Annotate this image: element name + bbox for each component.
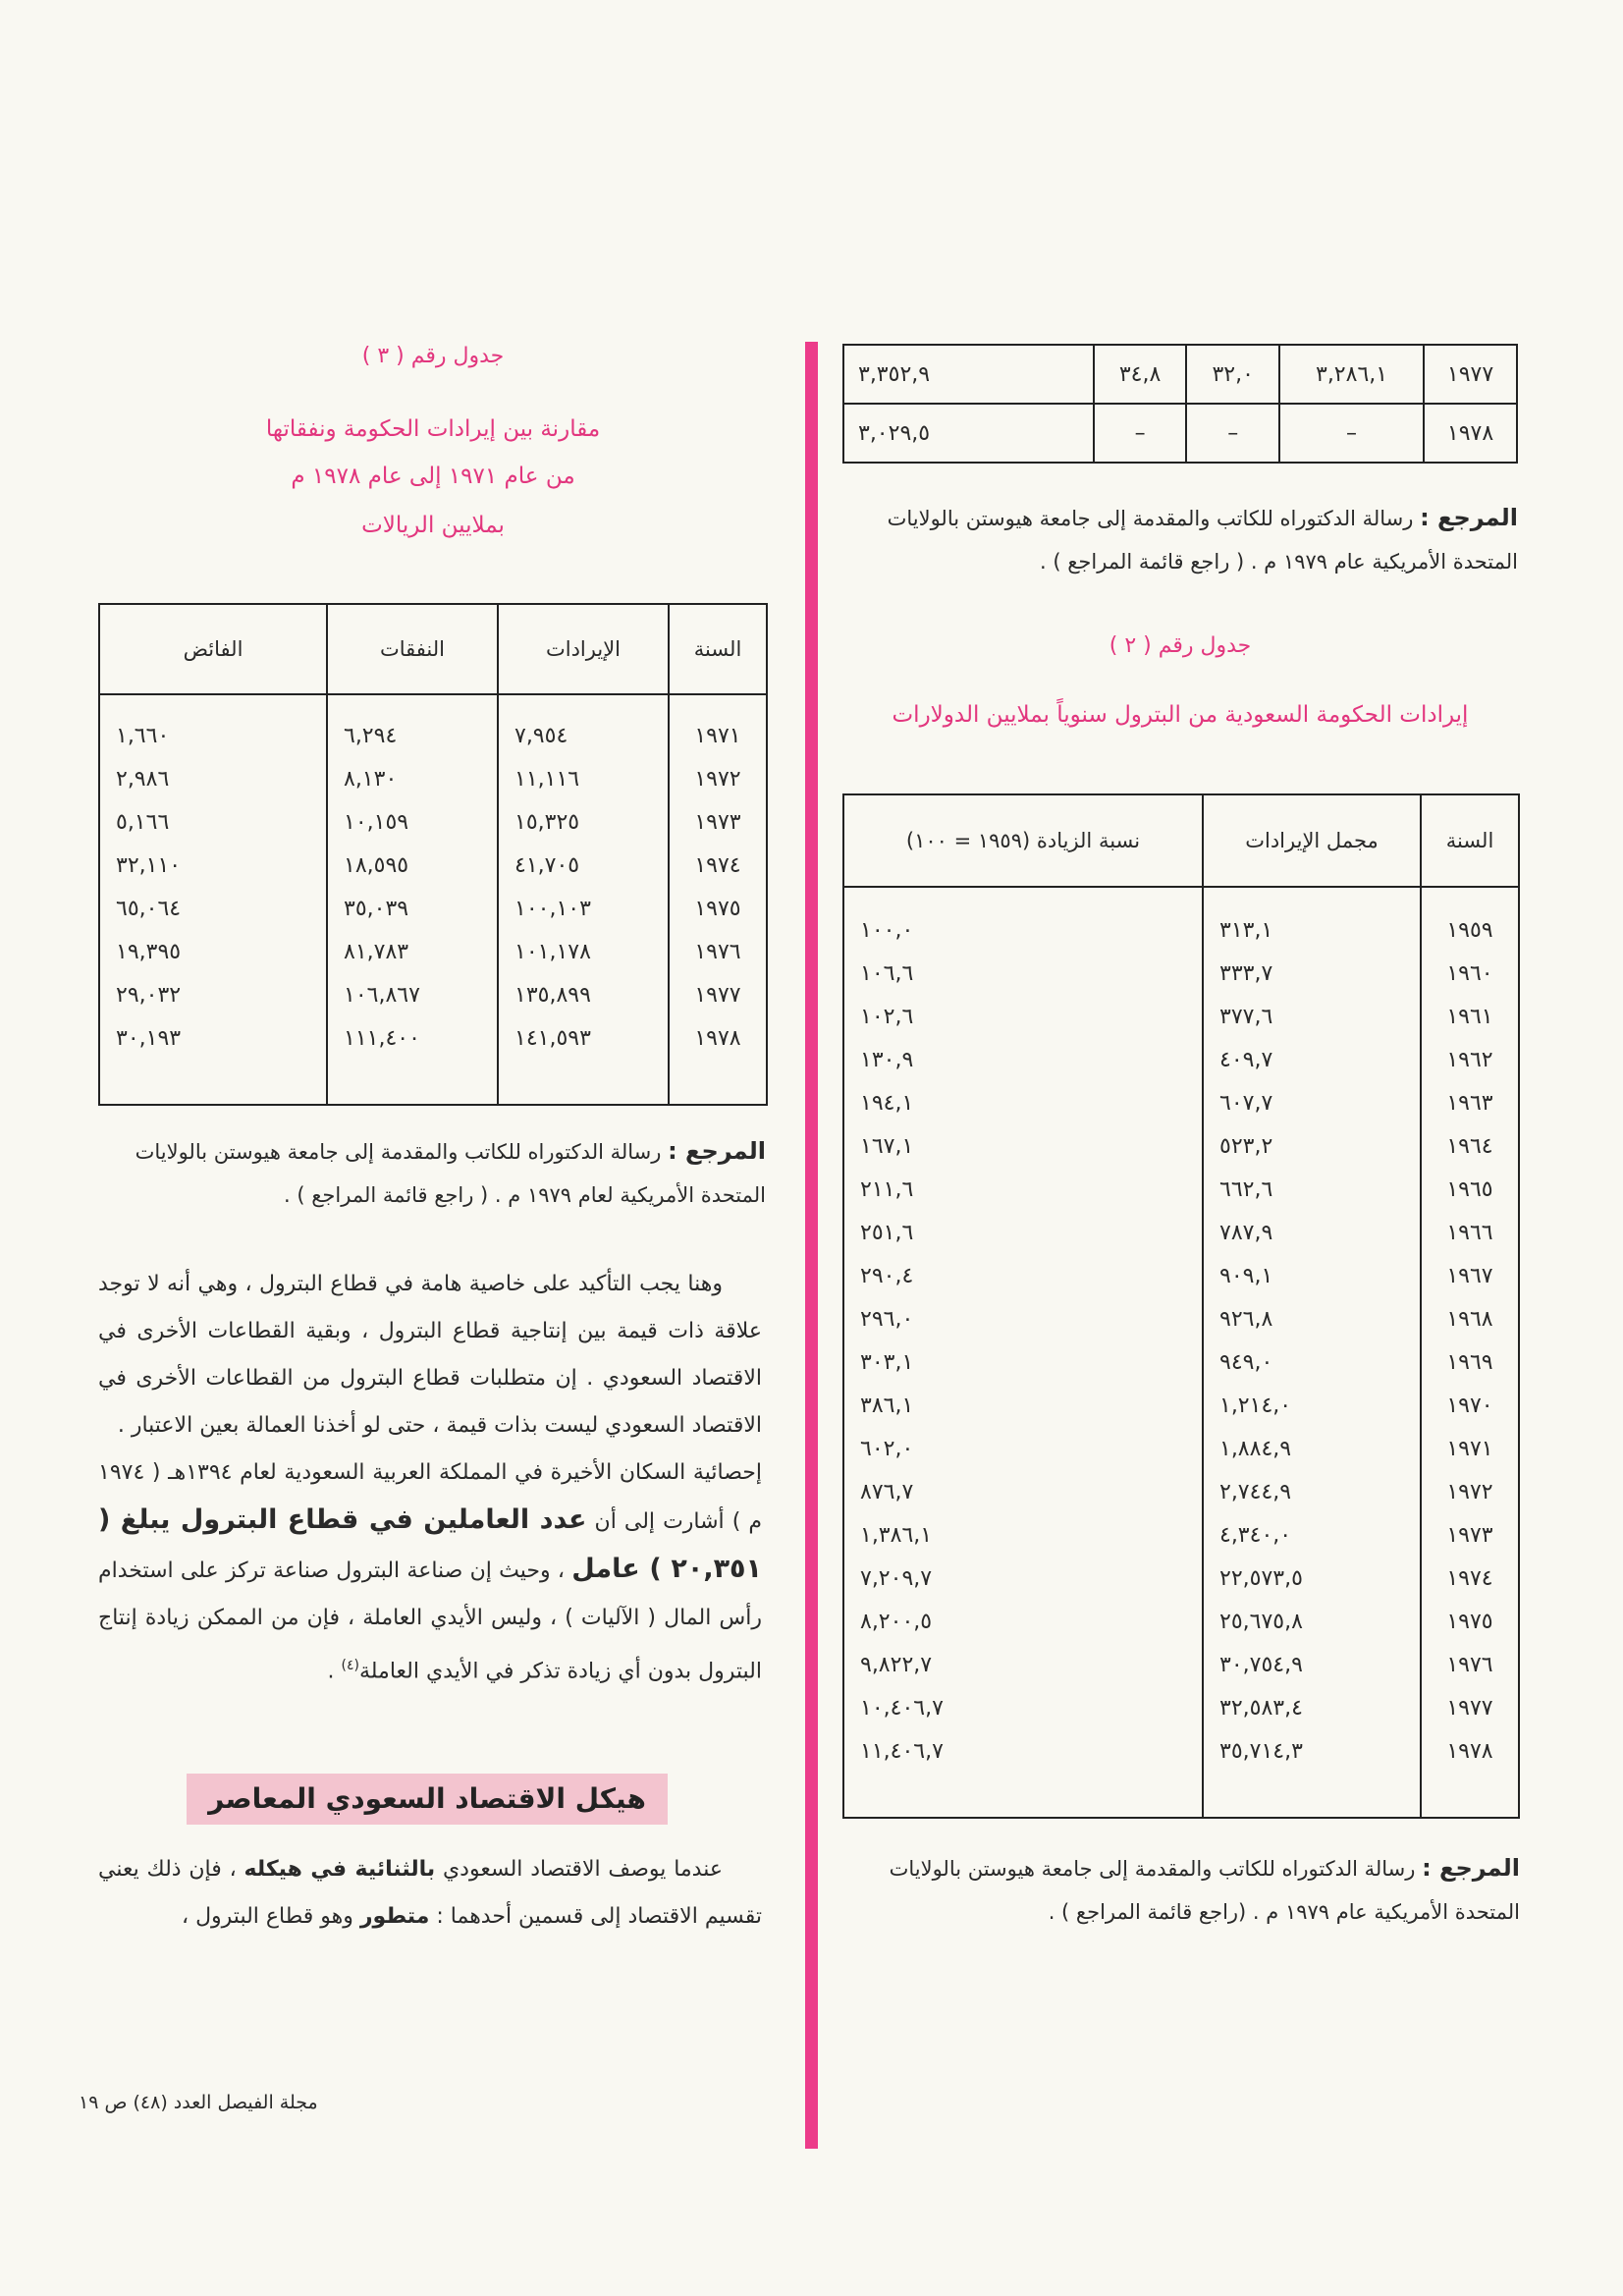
- table3-cell: ٤١,٧٠٥: [498, 845, 669, 888]
- table2-cell: ٥٢٣,٢: [1203, 1125, 1421, 1169]
- table3-cell: ١٣٥,٨٩٩: [498, 974, 669, 1017]
- table2-cell: ٩٤٩,٠: [1203, 1341, 1421, 1385]
- paragraph-2-bold: عدد العاملين في قطاع البترول يبلغ ( ٢٠,٣٥١ ) عامل: [98, 1504, 763, 1584]
- section-title: هيكل الاقتصاد السعودي المعاصر: [187, 1774, 668, 1825]
- reference-note-3: [98, 1129, 766, 1217]
- column-divider: [805, 342, 818, 2149]
- paragraph-3-bold-1: بالثنائية في هيكله: [243, 1857, 436, 1882]
- table3-cell: ١٤١,٥٩٣: [498, 1017, 669, 1061]
- table2-row: [843, 1169, 1519, 1212]
- table2-cell: ١٩٧٦: [1421, 1644, 1519, 1687]
- table-continued-cell: –: [1279, 404, 1424, 463]
- table3-cell: ٥,١٦٦: [116, 810, 170, 835]
- table3-cell: ٢,٩٨٦: [116, 767, 170, 792]
- table2-row: [843, 1341, 1519, 1385]
- table2-cell: ١٩٧٥: [1421, 1601, 1519, 1644]
- table2-cell: ٨٧٦,٧: [860, 1480, 914, 1504]
- table2-cell: ١,٨٨٤,٩: [1203, 1428, 1421, 1471]
- table2: [842, 793, 1520, 1819]
- table-continued-cell: –: [1094, 404, 1187, 463]
- table2-cell: ١٣٠,٩: [860, 1048, 914, 1072]
- table3-cell: ٦٥,٠٦٤: [116, 897, 182, 921]
- table3-cell: ٦,٢٩٤: [327, 694, 498, 758]
- reference-note-1: [842, 496, 1518, 583]
- table2-row: [843, 996, 1519, 1039]
- table2-cell: ١,٢١٤,٠: [1203, 1385, 1421, 1428]
- table3-cell: ٧,٩٥٤: [498, 694, 669, 758]
- table2-row: [843, 1039, 1519, 1082]
- table2-cell: ٢,٧٤٤,٩: [1203, 1471, 1421, 1514]
- reference-note-2: [842, 1846, 1520, 1934]
- table2-cell: ١٠٢,٦: [860, 1005, 914, 1029]
- table3-caption: جدول رقم ( ٣ ): [361, 344, 505, 368]
- reference-text: رسالة الدكتوراه للكاتب والمقدمة إلى جامعة هيوستن بالولايات المتحدة الأمريكية عام ١٩٧٩ م . (راجع قائمة المراجع ) .: [889, 1857, 1520, 1924]
- article-body: [98, 1261, 762, 1695]
- table2-cell: ٢٩٠,٤: [860, 1264, 914, 1288]
- table2-cell: ١٩٦٢: [1421, 1039, 1519, 1082]
- table3-cell: ٣٢,١١٠: [116, 853, 182, 878]
- table2-cell: ٣٣٣,٧: [1203, 953, 1421, 996]
- table3-cell: ١١,١١٦: [498, 758, 669, 801]
- table2-row: [843, 1730, 1519, 1774]
- reference-label: المرجع :: [1420, 504, 1518, 531]
- table2-row: [843, 1298, 1519, 1341]
- table2-cell: ١٩٦٣: [1421, 1082, 1519, 1125]
- table-continued: [842, 344, 1518, 464]
- table2-cell: ٧٨٧,٩: [1203, 1212, 1421, 1255]
- table-continued-cell: ٣,٠٢٩,٥: [843, 404, 1094, 463]
- table3-cell: ١٩٧٨: [669, 1017, 767, 1061]
- table2-cell: ١٩٧٨: [1421, 1730, 1519, 1774]
- paragraph-2-text-b: ، وحيث إن صناعة البترول صناعة تركز على استخدام رأس المال ( الآليات ) ، وليس الأيدي العاملة ، فإن من الممكن زيادة إنتاج البترول بدون أي زيادة تذكر في الأيدي العاملة: [98, 1558, 762, 1684]
- table3-cell: ١٩٧١: [669, 694, 767, 758]
- table-continued-row: [843, 345, 1517, 404]
- table2-cell: ٦٠٧,٧: [1203, 1082, 1421, 1125]
- reference-label: المرجع :: [668, 1137, 766, 1165]
- table2-cell: ١٩٦٥: [1421, 1169, 1519, 1212]
- table3-cell: ١٨,٥٩٥: [327, 845, 498, 888]
- table2-cell: ١٩٦٤: [1421, 1125, 1519, 1169]
- table3-cell: ١٠٦,٨٦٧: [327, 974, 498, 1017]
- table3-cell: ١٩٧٣: [669, 801, 767, 845]
- table3-header-revenue: الإيرادات: [498, 604, 669, 694]
- table-continued-cell: ١٩٧٨: [1424, 404, 1517, 463]
- table2-cell: ١٩٥٩: [1421, 887, 1519, 953]
- table2-cell: ١٩٧٤: [1421, 1558, 1519, 1601]
- table2-cell: ٢٢,٥٧٣,٥: [1203, 1558, 1421, 1601]
- table2-cell: ١٩٧٠: [1421, 1385, 1519, 1428]
- table2-cell: ٢٥١,٦: [860, 1221, 914, 1245]
- table2-cell: ١٩٦١: [1421, 996, 1519, 1039]
- table3-header-year: السنة: [669, 604, 767, 694]
- table2-cell: ١٠٠,٠: [860, 918, 914, 943]
- table2-header-revenue: مجمل الإيرادات: [1203, 794, 1421, 887]
- table2-cell: ١٩٧٣: [1421, 1514, 1519, 1558]
- table2-cell: ١٩٧٢: [1421, 1471, 1519, 1514]
- table2-cell: ٣٥,٧١٤,٣: [1203, 1730, 1421, 1774]
- table-continued-cell: ٣,٣٥٢,٩: [843, 345, 1094, 404]
- table2-cell: ٧,٢٠٩,٧: [860, 1566, 933, 1591]
- table3-row: [99, 974, 767, 1017]
- table3-spacer: [99, 1061, 767, 1105]
- table3-row: [99, 758, 767, 801]
- table2-row: [843, 1644, 1519, 1687]
- table-continued-cell: –: [1186, 404, 1279, 463]
- table3-row: [99, 845, 767, 888]
- paragraph-2-text-a: إحصائية السكان الأخيرة في المملكة العربية السعودية لعام ١٣٩٤هـ ( ١٩٧٤ م ) أشارت إلى أن: [98, 1460, 762, 1534]
- table2-row: [843, 1212, 1519, 1255]
- table3-cell: ٨١,٧٨٣: [327, 931, 498, 974]
- paragraph-3: [98, 1846, 762, 1941]
- table2-cell: ٣٠,٧٥٤,٩: [1203, 1644, 1421, 1687]
- paragraph-1: وهنا يجب التأكيد على خاصية هامة في قطاع البترول ، وهي أنه لا توجد علاقة ذات قيمة بين إنتاجية قطاع البترول ، وبقية القطاعات الأخرى في الاقتصاد السعودي . إن متطلبات قطاع البترول من القطاعات الأخرى في الاقتصاد السعودي ليست بذات قيمة ، حتى لو أخذنا العمالة بعين الاعتبار .: [98, 1272, 762, 1438]
- table3-cell: ١٠٠,١٠٣: [498, 888, 669, 931]
- table2-cell: ١٩٦٩: [1421, 1341, 1519, 1385]
- table2-title: إيرادات الحكومة السعودية من البترول سنوياً بملايين الدولارات: [892, 702, 1469, 728]
- table2-cell: ١٦٧,١: [860, 1134, 914, 1159]
- table2-cell: ٤,٣٤٠,٠: [1203, 1514, 1421, 1558]
- paragraph-3-text-c: وهو قطاع البترول ،: [181, 1904, 353, 1929]
- table2-cell: ١٩٦٧: [1421, 1255, 1519, 1298]
- table3-row: [99, 801, 767, 845]
- table-continued-cell: ٣٢,٠: [1186, 345, 1279, 404]
- table3-row: [99, 931, 767, 974]
- reference-label: المرجع :: [1422, 1854, 1520, 1882]
- table3: [98, 603, 768, 1106]
- footnote-ref: (٤): [341, 1658, 359, 1673]
- table2-header-increase: نسبة الزيادة (١٩٥٩ = ١٠٠): [843, 794, 1203, 887]
- table3-cell: ١٩,٣٩٥: [116, 940, 182, 964]
- table2-row: [843, 1428, 1519, 1471]
- table-continued-cell: ١٩٧٧: [1424, 345, 1517, 404]
- table3-row: [99, 694, 767, 758]
- table2-cell: ٩٢٦,٨: [1203, 1298, 1421, 1341]
- table2-cell: ٣٧٧,٦: [1203, 996, 1421, 1039]
- table2-cell: ٣٢,٥٨٣,٤: [1203, 1687, 1421, 1730]
- paragraph-3-bold-2: متطور: [359, 1904, 430, 1929]
- table2-cell: ٨,٢٠٠,٥: [860, 1610, 933, 1634]
- reference-text: رسالة الدكتوراه للكاتب والمقدمة إلى جامعة هيوستن بالولايات المتحدة الأمريكية عام ١٩٧٩ م . ( راجع قائمة المراجع ) .: [887, 507, 1518, 574]
- table3-header-surplus: الفائض: [99, 604, 327, 694]
- table2-cell: ٦٦٢,٦: [1203, 1169, 1421, 1212]
- table2-row: [843, 887, 1519, 953]
- table3-row: [99, 888, 767, 931]
- table2-cell: ٢١١,٦: [860, 1177, 914, 1202]
- table-continued-cell: ٣,٢٨٦,١: [1279, 345, 1424, 404]
- table2-cell: ٢٥,٦٧٥,٨: [1203, 1601, 1421, 1644]
- table2-header-year: السنة: [1421, 794, 1519, 887]
- table3-title-line2: من عام ١٩٧١ إلى عام ١٩٧٨ م: [291, 464, 575, 489]
- paragraph-2: إحصائية السكان الأخيرة في المملكة العربية السعودية لعام ١٣٩٤هـ ( ١٩٧٤ م ) أشارت إلى أن عدد العاملين في قطاع البترول يبلغ ( ٢٠,٣٥١ ) عامل ، وحيث إن صناعة البترول صناعة تركز على استخدام رأس المال ( الآليات ) ، وليس الأيدي العاملة ، فإن من الممكن زيادة إنتاج البترول بدون أي زيادة تذكر في الأيدي العاملة$^{(٤)}$ .: [98, 1460, 763, 1684]
- table2-cell: ٣٠٣,١: [860, 1350, 914, 1375]
- table3-title-line3: بملايين الريالات: [361, 513, 505, 538]
- table2-row: [843, 1255, 1519, 1298]
- table2-row: [843, 1601, 1519, 1644]
- table3-cell: ١٩٧٤: [669, 845, 767, 888]
- table2-row: [843, 1082, 1519, 1125]
- table2-cell: ١٩٦٦: [1421, 1212, 1519, 1255]
- table3-cell: ٣٠,١٩٣: [116, 1026, 182, 1051]
- table2-row: [843, 1514, 1519, 1558]
- table2-cell: ٩,٨٢٢,٧: [860, 1653, 933, 1677]
- table2-cell: ١٩٤,١: [860, 1091, 914, 1116]
- table2-cell: ١١,٤٠٦,٧: [860, 1739, 944, 1764]
- table3-cell: ١,٦٦٠: [116, 724, 170, 748]
- table2-row: [843, 1558, 1519, 1601]
- table3-cell: ١٥,٣٢٥: [498, 801, 669, 845]
- table3-cell: ١٩٧٧: [669, 974, 767, 1017]
- table2-row: [843, 1687, 1519, 1730]
- paragraph-3-text-b: ، فإن ذلك يعني تقسيم الاقتصاد إلى قسمين أحدهما :: [98, 1857, 762, 1929]
- table2-row: [843, 953, 1519, 996]
- paragraph-3-text-a: عندما يوصف الاقتصاد السعودي: [442, 1857, 723, 1882]
- table2-cell: ٤٠٩,٧: [1203, 1039, 1421, 1082]
- table2-row: [843, 1471, 1519, 1514]
- table3-row: [99, 1017, 767, 1061]
- table3-cell: ١٩٧٥: [669, 888, 767, 931]
- table3-cell: ١٩٧٦: [669, 931, 767, 974]
- table3-cell: ١٠١,١٧٨: [498, 931, 669, 974]
- page-footer: مجلة الفيصل العدد (٤٨) ص ١٩: [79, 2092, 318, 2113]
- table3-cell: ١٩٧٢: [669, 758, 767, 801]
- table2-cell: ١,٣٨٦,١: [860, 1523, 933, 1548]
- table3-cell: ١١١,٤٠٠: [327, 1017, 498, 1061]
- table2-row: [843, 1125, 1519, 1169]
- reference-text: رسالة الدكتوراه للكاتب والمقدمة إلى جامعة هيوستن بالولايات المتحدة الأمريكية لعام ١٩٧٩ م . ( راجع قائمة المراجع ) .: [135, 1140, 766, 1207]
- table-continued-cell: ٣٤,٨: [1094, 345, 1187, 404]
- table3-title-line1: مقارنة بين إيرادات الحكومة ونفقاتها: [265, 416, 601, 442]
- table3-header-expenses: النفقات: [327, 604, 498, 694]
- table2-cell: ١٩٧١: [1421, 1428, 1519, 1471]
- table2-caption: جدول رقم ( ٢ ): [1109, 633, 1252, 658]
- table2-cell: ٣٨٦,١: [860, 1394, 914, 1418]
- table-continued-row: [843, 404, 1517, 463]
- table2-cell: ٦٠٢,٠: [860, 1437, 914, 1461]
- table2-cell: ١٩٦٠: [1421, 953, 1519, 996]
- table3-cell: ٨,١٣٠: [327, 758, 498, 801]
- table2-cell: ٢٩٦,٠: [860, 1307, 914, 1332]
- table3-cell: ١٠,١٥٩: [327, 801, 498, 845]
- table2-cell: ١٩٦٨: [1421, 1298, 1519, 1341]
- table2-cell: ١٠,٤٠٦,٧: [860, 1696, 944, 1721]
- article-body-2: [98, 1846, 762, 1941]
- table2-cell: ١٠٦,٦: [860, 961, 914, 986]
- table2-cell: ٩٠٩,١: [1203, 1255, 1421, 1298]
- table3-cell: ٣٥,٠٣٩: [327, 888, 498, 931]
- table2-row: [843, 1385, 1519, 1428]
- table2-cell: ١٩٧٧: [1421, 1687, 1519, 1730]
- table3-cell: ٢٩,٠٣٢: [116, 983, 182, 1008]
- table2-spacer: [843, 1774, 1519, 1818]
- table2-cell: ٣١٣,١: [1203, 887, 1421, 953]
